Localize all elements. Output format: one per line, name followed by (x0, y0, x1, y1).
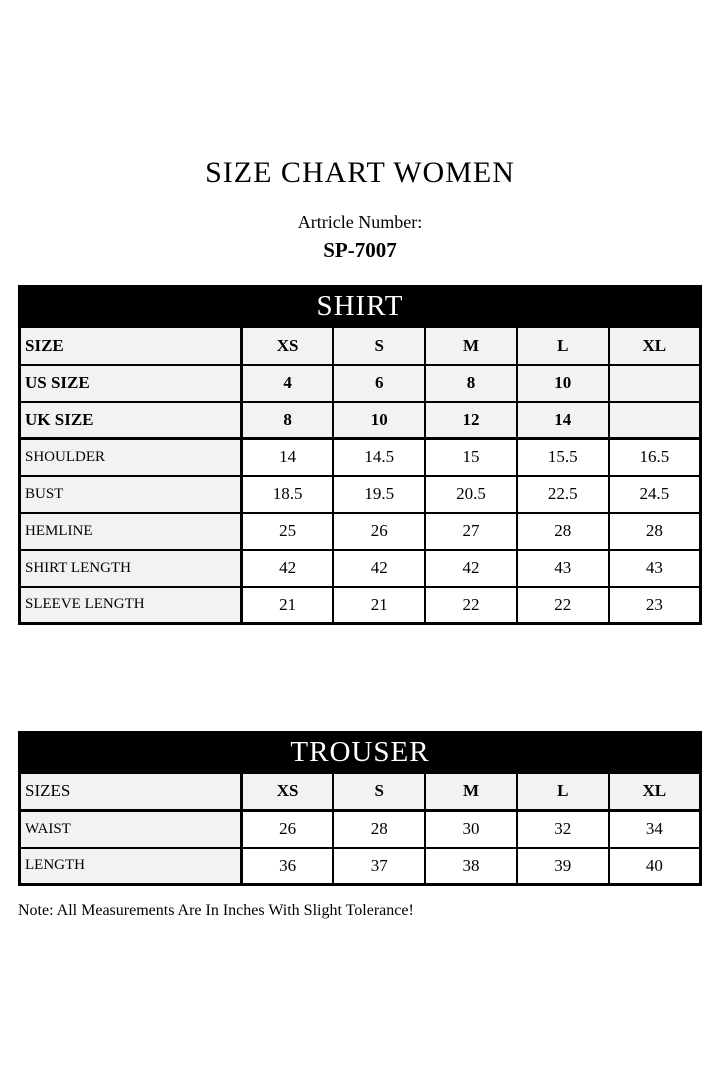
measure-cell: 21 (333, 587, 425, 624)
article-number-value: SP-7007 (323, 238, 397, 262)
measure-cell: 42 (425, 550, 517, 587)
size-cell: XS (242, 773, 334, 811)
shirt-size-table (18, 285, 702, 625)
size-cell: 10 (517, 365, 609, 402)
measure-cell: 19.5 (333, 476, 425, 513)
size-cell: S (333, 773, 425, 811)
size-cell (609, 402, 701, 439)
row-label: UK SIZE (20, 402, 242, 439)
size-cell: 4 (242, 365, 334, 402)
size-cell: 12 (425, 402, 517, 439)
size-cell: XS (242, 327, 334, 365)
row-label: SIZES (20, 773, 242, 811)
measure-cell: 32 (517, 811, 609, 848)
row-label: SHIRT LENGTH (20, 550, 242, 587)
measure-cell: 38 (425, 848, 517, 885)
trouser-size-table (18, 731, 702, 886)
measure-cell: 20.5 (425, 476, 517, 513)
table-row-sizes (20, 773, 701, 811)
table-row-waist (20, 811, 701, 848)
measure-cell: 39 (517, 848, 609, 885)
measure-cell: 22 (517, 587, 609, 624)
measure-cell: 42 (242, 550, 334, 587)
measure-cell: 28 (333, 811, 425, 848)
row-label: BUST (20, 476, 242, 513)
size-cell: 10 (333, 402, 425, 439)
measure-cell: 22 (425, 587, 517, 624)
measure-cell: 16.5 (609, 439, 701, 476)
table-row-shoulder (20, 439, 701, 476)
measure-cell: 36 (242, 848, 334, 885)
measure-cell: 22.5 (517, 476, 609, 513)
size-cell: XL (609, 773, 701, 811)
table-title-row (20, 733, 701, 773)
size-cell: XL (609, 327, 701, 365)
measure-cell: 21 (242, 587, 334, 624)
article-number-label: Artricle Number: (297, 212, 423, 232)
table-row-bust (20, 476, 701, 513)
measure-cell: 15.5 (517, 439, 609, 476)
measure-cell: 25 (242, 513, 334, 550)
row-label: US SIZE (20, 365, 242, 402)
table-row-uk-size (20, 402, 701, 439)
size-cell: M (425, 327, 517, 365)
table-row-us-size (20, 365, 701, 402)
size-cell: 8 (242, 402, 334, 439)
page-title: SIZE CHART WOMEN (205, 156, 515, 189)
measure-cell: 15 (425, 439, 517, 476)
measure-cell: 30 (425, 811, 517, 848)
size-cell: 8 (425, 365, 517, 402)
row-label: SHOULDER (20, 439, 242, 476)
measure-cell: 28 (517, 513, 609, 550)
measure-cell: 14.5 (333, 439, 425, 476)
measure-cell: 42 (333, 550, 425, 587)
table-row-hemline (20, 513, 701, 550)
size-cell: M (425, 773, 517, 811)
shirt-table-title: SHIRT (20, 287, 701, 327)
size-cell: 14 (517, 402, 609, 439)
measure-cell: 27 (425, 513, 517, 550)
size-cell: L (517, 327, 609, 365)
table-title-row (20, 287, 701, 327)
table-row-sleeve-length (20, 587, 701, 624)
measure-cell: 23 (609, 587, 701, 624)
table-row-size (20, 327, 701, 365)
measure-cell: 28 (609, 513, 701, 550)
measure-cell: 26 (333, 513, 425, 550)
row-label: LENGTH (20, 848, 242, 885)
measure-cell: 18.5 (242, 476, 334, 513)
table-row-shirt-length (20, 550, 701, 587)
row-label: SIZE (20, 327, 242, 365)
row-label: SLEEVE LENGTH (20, 587, 242, 624)
measure-cell: 26 (242, 811, 334, 848)
measure-cell: 43 (517, 550, 609, 587)
measure-cell: 37 (333, 848, 425, 885)
measure-cell: 24.5 (609, 476, 701, 513)
trouser-table-title: TROUSER (20, 733, 701, 773)
measure-cell: 40 (609, 848, 701, 885)
size-cell: L (517, 773, 609, 811)
row-label: HEMLINE (20, 513, 242, 550)
size-cell (609, 365, 701, 402)
measure-cell: 14 (242, 439, 334, 476)
row-label: WAIST (20, 811, 242, 848)
size-cell: S (333, 327, 425, 365)
table-row-length (20, 848, 701, 885)
measure-cell: 34 (609, 811, 701, 848)
size-cell: 6 (333, 365, 425, 402)
measurement-note: Note: All Measurements Are In Inches With Slight Tolerance! (18, 902, 414, 919)
measure-cell: 43 (609, 550, 701, 587)
